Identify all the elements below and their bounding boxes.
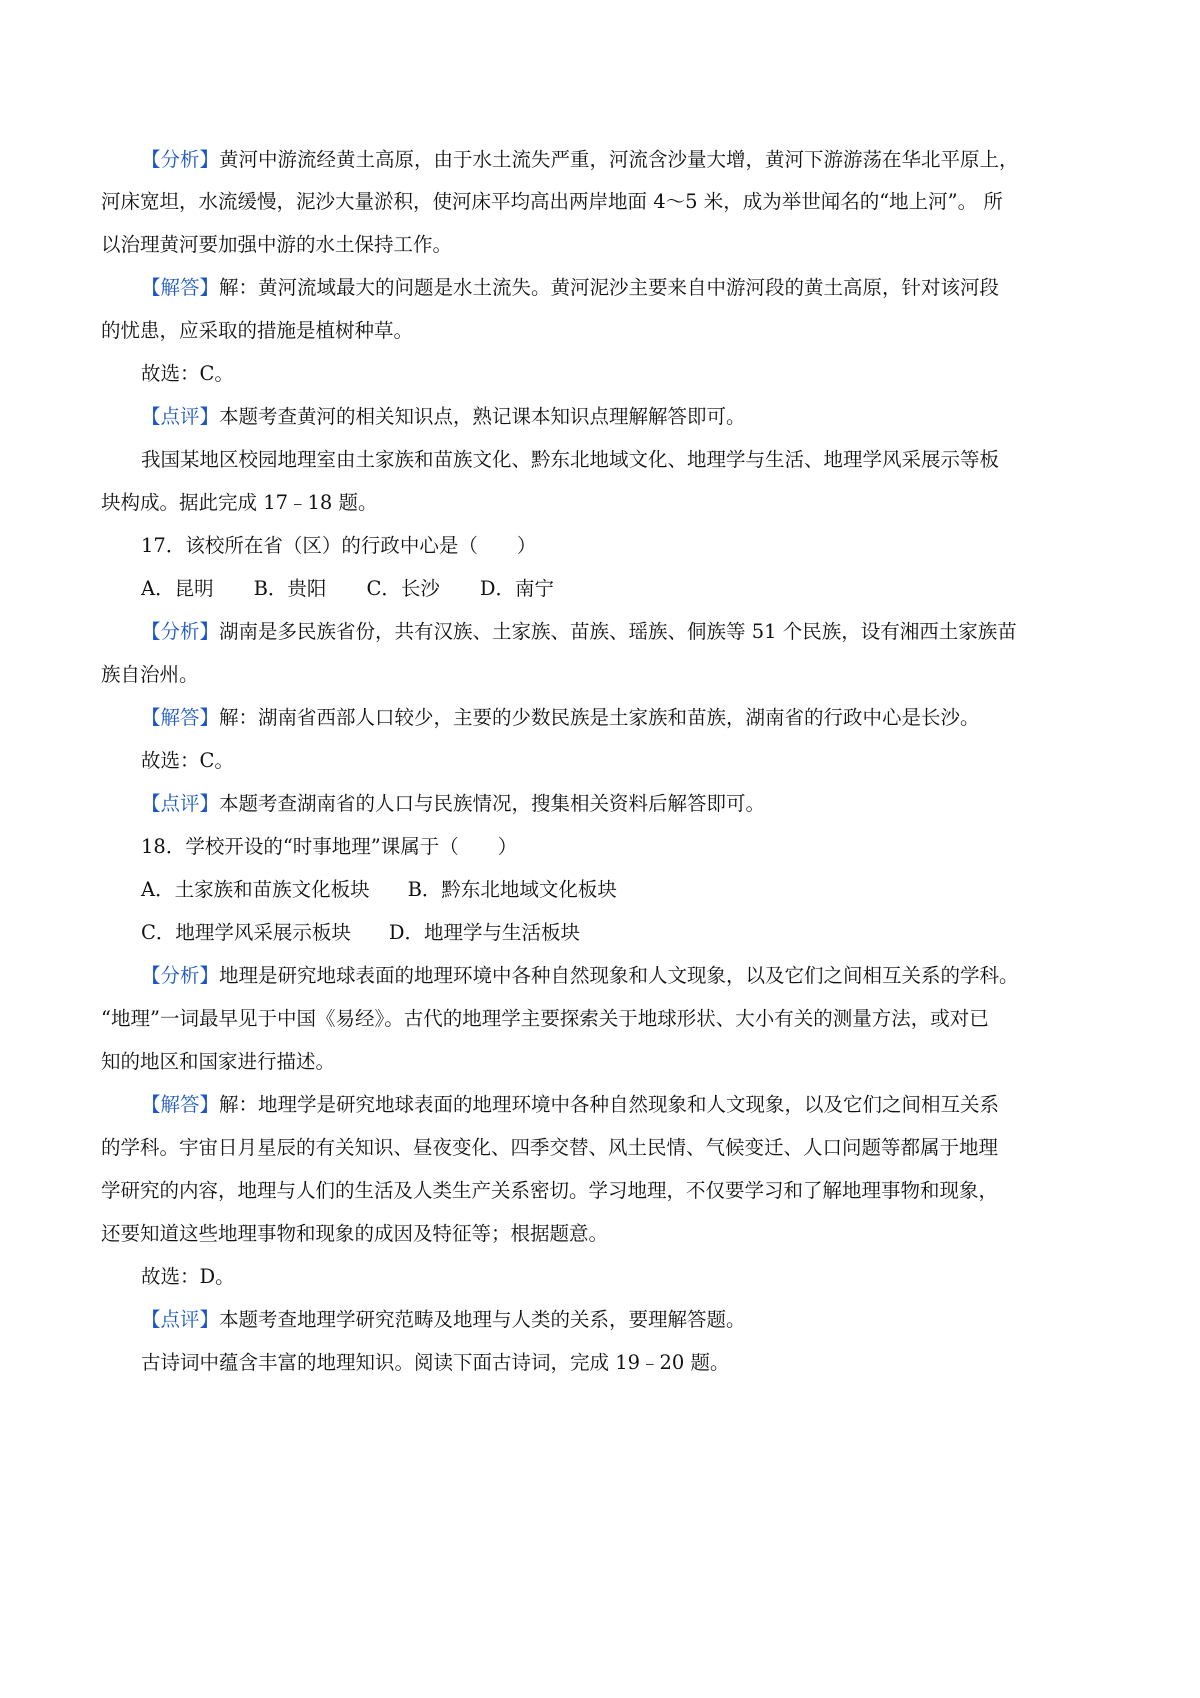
- q17-analysis-line2: 族自治州。: [101, 663, 199, 686]
- q18-options-row2: [141, 921, 580, 945]
- q17-answer: 【解答】解：湖南省西部人口较少，主要的少数民族是土家族和苗族，湖南省的行政中心是长沙。: [141, 706, 980, 729]
- q16-answer-line1: 【解答】解：黄河流域最大的问题是水土流失。黄河泥沙主要来自中游河段的黄土高原，针对该河段: [141, 276, 1000, 299]
- q18-option-d: D．地理学与生活板块: [388, 921, 581, 944]
- q18-option-c: C．地理学风采展示板块: [141, 921, 351, 944]
- q18-option-a: A．土家族和苗族文化板块: [141, 878, 370, 901]
- comment-tag: 【点评】: [141, 1308, 220, 1331]
- analysis-tag: 【分析】: [141, 620, 220, 643]
- q17-comment: 【点评】本题考查湖南省的人口与民族情况，搜集相关资料后解答即可。: [141, 792, 766, 815]
- q18-option-b: B．黔东北地域文化板块: [407, 878, 617, 901]
- intro-17-18-line1: 我国某地区校园地理室由土家族和苗族文化、黔东北地域文化、地理学与生活、地理学风采展示等板: [141, 448, 1000, 471]
- q17-option-d: D．南宁: [479, 577, 554, 600]
- q18-analysis-line1: 【分析】地理是研究地球表面的地理环境中各种自然现象和人文现象，以及它们之间相互关系的学科。: [141, 964, 1019, 987]
- q16-answer-line2: 的忧患，应采取的措施是植树种草。: [101, 319, 414, 342]
- q17-choice: 故选：C。: [141, 749, 234, 772]
- analysis-tag: 【分析】: [141, 964, 220, 987]
- q18-answer-line1: 【解答】解：地理学是研究地球表面的地理环境中各种自然现象和人文现象，以及它们之间相互关系: [141, 1093, 1000, 1116]
- q18-analysis-line2: “地理”一词最早见于中国《易经》。古代的地理学主要探索关于地球形状、大小有关的测量方法，或对已: [101, 1007, 989, 1030]
- q18-answer-line4: 还要知道这些地理事物和现象的成因及特征等；根据题意。: [101, 1222, 609, 1245]
- answer-tag: 【解答】: [141, 276, 220, 299]
- q18-stem: 18．学校开设的“时事地理”课属于（ ）: [141, 835, 518, 858]
- q16-analysis-line3: 以治理黄河要加强中游的水土保持工作。: [101, 233, 453, 256]
- q17-options: [141, 577, 554, 601]
- answer-tag: 【解答】: [141, 706, 220, 729]
- q18-choice: 故选：D。: [141, 1265, 235, 1288]
- q16-analysis-line1: 【分析】黄河中游流经黄土高原，由于水土流失严重，河流含沙量大增，黄河下游游荡在华北平原上，: [141, 148, 1019, 171]
- answer-tag: 【解答】: [141, 1093, 220, 1116]
- q16-choice: 故选：C。: [141, 362, 234, 385]
- q18-analysis-line3: 知的地区和国家进行描述。: [101, 1050, 336, 1073]
- q17-option-b: B．贵阳: [253, 577, 327, 600]
- comment-tag: 【点评】: [141, 405, 220, 428]
- q16-comment: 【点评】本题考查黄河的相关知识点，熟记课本知识点理解解答即可。: [141, 405, 746, 428]
- q17-option-c: C．长沙: [366, 577, 440, 600]
- q18-answer-line3: 学研究的内容，地理与人们的生活及人类生产关系密切。学习地理，不仅要学习和了解地理事物和现象，: [101, 1179, 999, 1202]
- q18-answer-line2: 的学科。宇宙日月星辰的有关知识、昼夜变化、四季交替、风土民情、气候变迁、人口问题等都属于地理: [101, 1136, 999, 1159]
- q16-analysis-line2: 河床宽坦，水流缓慢，泥沙大量淤积，使河床平均高出两岸地面 4～5 米，成为举世闻名的“地上河”。 所: [101, 190, 1003, 213]
- intro-19-20: 古诗词中蕴含丰富的地理知识。阅读下面古诗词，完成 19﹣20 题。: [141, 1351, 730, 1374]
- q17-analysis-line1: 【分析】湖南是多民族省份，共有汉族、土家族、苗族、瑶族、侗族等 51 个民族，设有湘西土家族苗: [141, 620, 1017, 643]
- q17-option-a: A．昆明: [141, 577, 214, 600]
- intro-17-18-line2: 块构成。据此完成 17﹣18 题。: [101, 491, 378, 514]
- analysis-tag: 【分析】: [141, 148, 220, 171]
- q18-comment: 【点评】本题考查地理学研究范畴及地理与人类的关系，要理解答题。: [141, 1308, 746, 1331]
- comment-tag: 【点评】: [141, 792, 220, 815]
- q18-options-row1: [141, 878, 617, 902]
- q17-stem: 17．该校所在省（区）的行政中心是（ ）: [141, 534, 537, 557]
